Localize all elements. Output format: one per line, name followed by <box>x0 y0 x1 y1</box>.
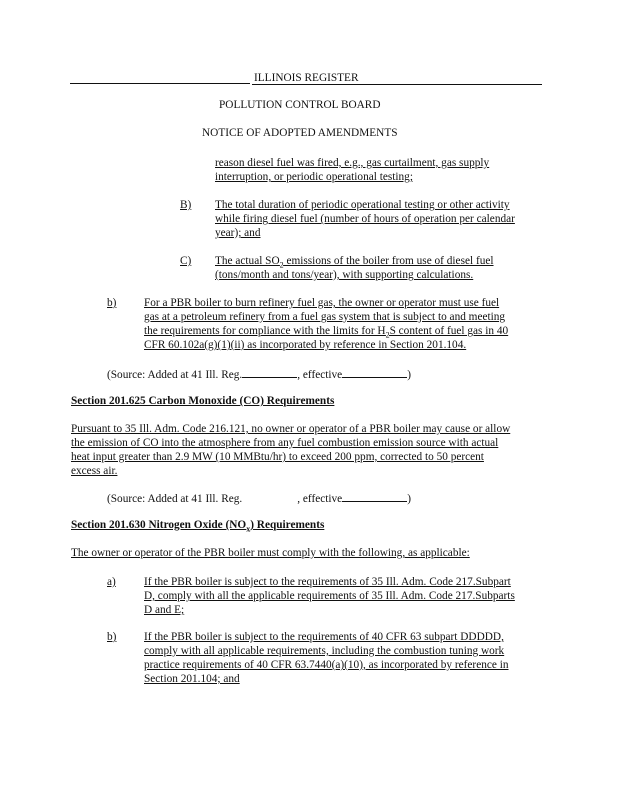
s630-item-a-line-3: D and E; <box>144 604 185 616</box>
header-rule <box>252 84 542 85</box>
board-title: POLLUTION CONTROL BOARD <box>219 99 381 111</box>
s625-line-3: heat input greater than 2.9 MW (10 MMBtu/hr) to exceed 200 ppm, corrected to 50 percent <box>71 451 484 463</box>
cont-line-1: reason diesel fuel was fired, e.g., gas curtailment, gas supply <box>215 157 490 169</box>
s625-line-1: Pursuant to 35 Ill. Adm. Code 216.121, no owner or operator of a PBR boiler may cause or allow <box>71 423 511 435</box>
s630-item-b-line-1: If the PBR boiler is subject to the requirements of 40 CFR 63 subpart DDDDD, <box>144 631 504 643</box>
item-C-line-2: (tons/month and tons/year), with supporting calculations. <box>215 269 474 281</box>
item-b-label: b) <box>107 297 117 309</box>
item-b-line-3: the requirements for compliance with the limits for $H_2S$ content of fuel gas in 40 <box>144 325 509 340</box>
s630-item-a-line-2: D, comply with all the applicable requirements of 35 Ill. Adm. Code 217.Subparts <box>144 590 515 602</box>
register-title: ILLINOIS REGISTER <box>254 72 359 84</box>
item-B-label: B) <box>180 199 192 211</box>
notice-title: NOTICE OF ADOPTED AMENDMENTS <box>202 127 398 139</box>
item-B-line-2: while firing diesel fuel (number of hours of operation per calendar <box>215 213 515 225</box>
item-C-label: C) <box>180 255 192 267</box>
item-b-line-1: For a PBR boiler to burn refinery fuel gas, the owner or operator must use fuel <box>144 297 500 309</box>
s630-item-b-line-3: practice requirements of 40 CFR 63.7440(a)(10), as incorporated by reference in <box>144 659 509 671</box>
s625-line-2: the emission of CO into the atmosphere from any fuel combustion emission source with actual <box>71 437 499 449</box>
s625-line-4: excess air. <box>71 465 118 477</box>
s630-item-a-line-1: If the PBR boiler is subject to the requirements of 35 Ill. Adm. Code 217.Subpart <box>144 576 511 588</box>
s630-item-b-line-4: Section 201.104; and <box>144 673 240 685</box>
item-b-line-4: CFR 60.102a(g)(1)(ii) as incorporated by reference in Section 201.104. <box>144 339 467 351</box>
item-C-line-1: The actual $SO_2$ emissions of the boiler from use of diesel fuel <box>215 255 494 270</box>
section-heading-630: Section 201.630 Nitrogen Oxide $(NO_x)$ Requirements <box>71 519 325 534</box>
item-B-line-3: year); and <box>215 227 261 239</box>
header-rule-left <box>70 83 250 84</box>
s630-item-b-line-2: comply with all applicable requirements, including the combustion tuning work <box>144 645 505 657</box>
source-note-625: (Source: Added at 41 Ill. Reg. , effective ) <box>107 493 411 505</box>
s630-intro: The owner or operator of the PBR boiler must comply with the following, as applicable: <box>71 547 470 559</box>
section-heading-625: Section 201.625 Carbon Monoxide (CO) Requirements <box>71 395 335 407</box>
source-note-620: (Source: Added at 41 Ill. Reg. , effective ) <box>107 369 411 381</box>
s630-item-a-label: a) <box>107 576 116 588</box>
cont-line-2: interruption, or periodic operational testing; <box>215 171 413 183</box>
item-B-line-1: The total duration of periodic operational testing or other activity <box>215 199 510 211</box>
s630-item-b-label: b) <box>107 631 117 643</box>
item-b-line-2: gas at a petroleum refinery from a fuel gas system that is subject to and meeting <box>144 311 506 323</box>
